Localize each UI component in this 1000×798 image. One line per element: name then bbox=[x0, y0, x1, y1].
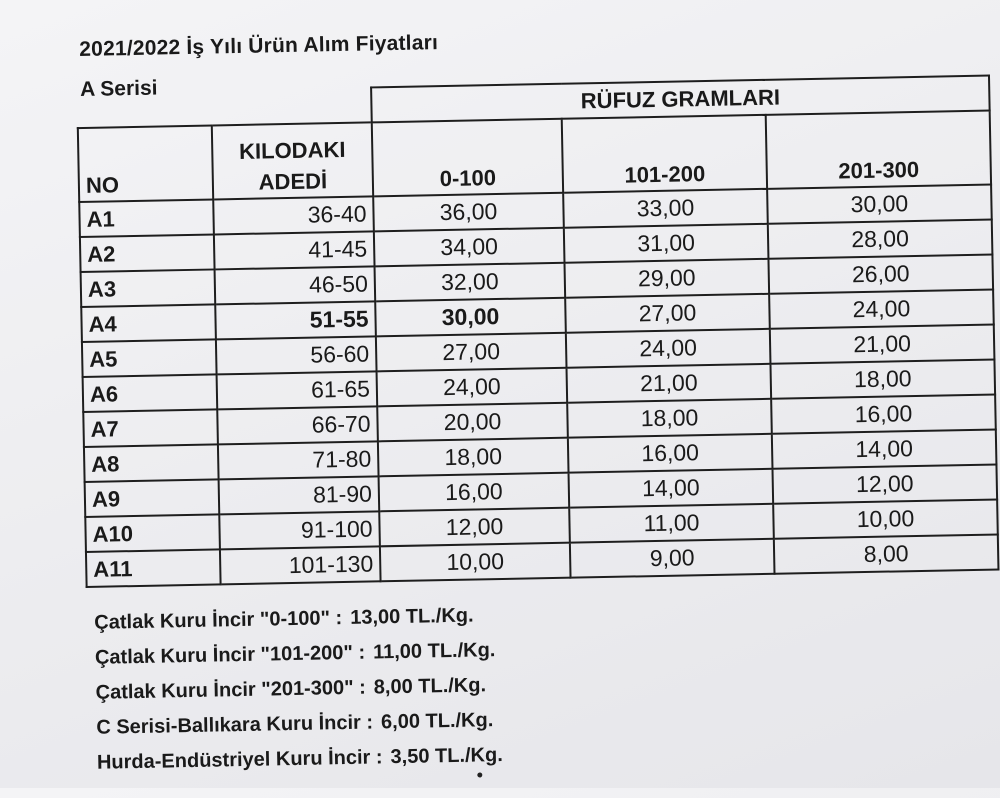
row-price-0-100: 20,00 bbox=[377, 403, 568, 442]
row-no-cell: A4 bbox=[81, 304, 216, 342]
row-price-201-300: 8,00 bbox=[774, 534, 999, 573]
row-price-101-200: 14,00 bbox=[569, 469, 774, 508]
row-price-201-300: 21,00 bbox=[770, 325, 995, 364]
ink-dot bbox=[477, 772, 482, 777]
note-price: 6,00 TL./Kg. bbox=[380, 709, 494, 734]
row-price-0-100: 24,00 bbox=[377, 368, 568, 407]
row-price-101-200: 9,00 bbox=[570, 539, 775, 578]
row-price-101-200: 16,00 bbox=[568, 434, 773, 473]
group-header-rufuz: RÜFUZ GRAMLARI bbox=[371, 76, 990, 123]
column-header-kilodaki-adedi bbox=[212, 122, 373, 199]
note-label: Çatlak Kuru İncir "101-200" : bbox=[94, 641, 366, 669]
row-price-101-200: 18,00 bbox=[567, 399, 772, 438]
header-spacer bbox=[77, 87, 372, 128]
row-no-cell: A6 bbox=[83, 374, 218, 412]
row-no-cell: A11 bbox=[86, 549, 221, 587]
row-price-0-100: 27,00 bbox=[376, 333, 567, 372]
row-no-cell: A5 bbox=[82, 339, 217, 377]
row-adet-cell: 36-40 bbox=[213, 196, 374, 234]
column-header-range-0: 0-100 bbox=[372, 119, 563, 197]
row-price-201-300: 10,00 bbox=[773, 499, 998, 538]
row-price-0-100: 18,00 bbox=[378, 438, 569, 477]
note-label: Çatlak Kuru İncir "201-300" : bbox=[95, 676, 367, 704]
row-price-201-300: 12,00 bbox=[772, 464, 997, 503]
row-no-cell: A1 bbox=[79, 199, 214, 237]
row-adet-cell: 61-65 bbox=[217, 371, 378, 409]
row-no-cell: A8 bbox=[84, 444, 219, 482]
document-title: 2021/2022 İş Yılı Ürün Alım Fiyatları bbox=[79, 31, 439, 62]
row-no-cell: A7 bbox=[83, 409, 218, 447]
row-price-101-200: 24,00 bbox=[566, 329, 771, 368]
row-price-201-300: 24,00 bbox=[769, 290, 994, 329]
row-price-201-300: 16,00 bbox=[771, 394, 996, 433]
column-header-no: NO bbox=[78, 125, 213, 202]
row-adet-cell: 51-55 bbox=[215, 301, 376, 339]
row-no-cell: A3 bbox=[81, 269, 216, 307]
row-adet-cell: 56-60 bbox=[216, 336, 377, 374]
row-price-201-300: 30,00 bbox=[767, 185, 992, 224]
row-no-cell: A10 bbox=[85, 514, 220, 552]
kilo-header-line2: ADEDİ bbox=[258, 168, 328, 195]
column-header-range-1: 101-200 bbox=[562, 115, 767, 193]
row-price-0-100: 34,00 bbox=[374, 228, 565, 267]
row-price-201-300: 28,00 bbox=[768, 220, 993, 259]
row-price-101-200: 21,00 bbox=[567, 364, 772, 403]
row-adet-cell: 101-130 bbox=[220, 546, 381, 584]
note-label: Çatlak Kuru İncir "0-100" : bbox=[94, 607, 343, 634]
note-price: 8,00 TL./Kg. bbox=[373, 674, 487, 699]
row-price-0-100: 12,00 bbox=[379, 508, 570, 547]
row-adet-cell: 91-100 bbox=[219, 511, 380, 549]
row-adet-cell: 41-45 bbox=[214, 231, 375, 269]
row-price-101-200: 11,00 bbox=[569, 504, 774, 543]
row-price-0-100: 30,00 bbox=[375, 298, 566, 337]
row-price-201-300: 18,00 bbox=[770, 360, 995, 399]
row-price-0-100: 36,00 bbox=[373, 193, 564, 232]
row-price-101-200: 27,00 bbox=[565, 294, 770, 333]
note-label: C Serisi-Ballıkara Kuru İncir : bbox=[96, 711, 374, 739]
row-price-0-100: 32,00 bbox=[375, 263, 566, 302]
kilo-header-line1: KILODAKI bbox=[238, 136, 346, 164]
note-price: 11,00 TL./Kg. bbox=[372, 639, 496, 664]
row-price-0-100: 16,00 bbox=[379, 473, 570, 512]
row-adet-cell: 46-50 bbox=[215, 266, 376, 304]
note-line bbox=[97, 738, 503, 781]
row-adet-cell: 71-80 bbox=[218, 441, 379, 479]
row-price-201-300: 14,00 bbox=[772, 429, 997, 468]
row-no-cell: A2 bbox=[80, 234, 215, 272]
note-price: 3,50 TL./Kg. bbox=[390, 744, 503, 769]
series-label: A Serisi bbox=[79, 76, 158, 102]
row-price-101-200: 29,00 bbox=[564, 259, 769, 298]
notes-list bbox=[94, 598, 503, 781]
note-price: 13,00 TL./Kg. bbox=[349, 604, 474, 629]
row-price-0-100: 10,00 bbox=[380, 543, 571, 582]
row-price-101-200: 31,00 bbox=[564, 224, 769, 263]
note-label: Hurda-Endüstriyel Kuru İncir : bbox=[96, 746, 383, 774]
row-price-201-300: 26,00 bbox=[768, 255, 993, 294]
row-price-101-200: 33,00 bbox=[563, 189, 768, 228]
column-header-range-2: 201-300 bbox=[766, 111, 991, 189]
row-no-cell: A9 bbox=[85, 479, 220, 517]
row-adet-cell: 66-70 bbox=[217, 406, 378, 444]
price-table bbox=[76, 75, 999, 588]
row-adet-cell: 81-90 bbox=[219, 476, 380, 514]
